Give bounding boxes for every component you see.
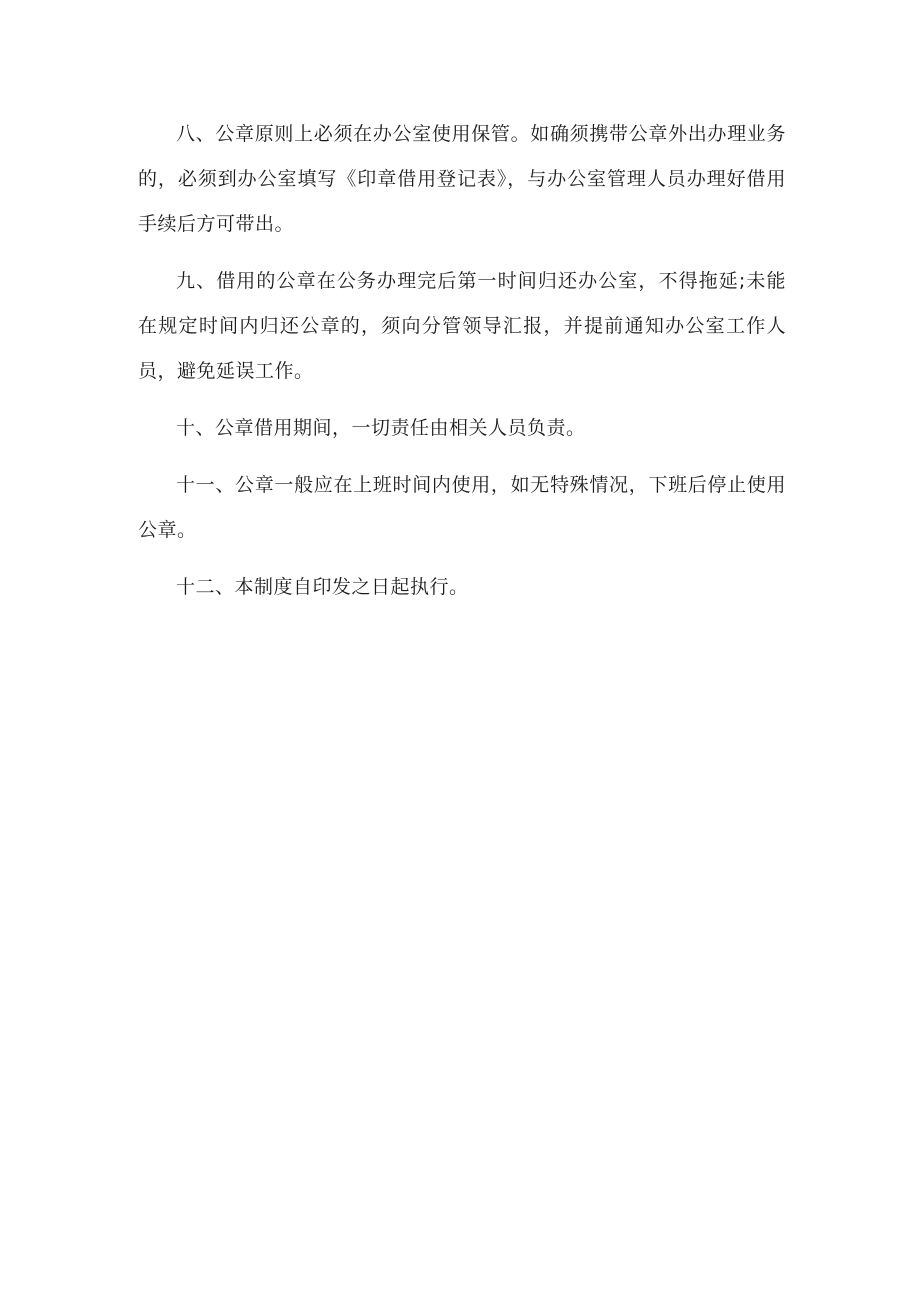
paragraph-12: 十二、本制度自印发之日起执行。 [176, 576, 469, 598]
paragraph-11: 十一、公章一般应在上班时间内使用，如无特殊情况，下班后停止使用公章。 [138, 474, 786, 541]
paragraph-8: 八、公章原则上必须在办公室使用保管。如确须携带公章外出办理业务的，必须到办公室填写《印章借用登记表》，与办公室管理人员办理好借用手续后方可带出。 [138, 123, 786, 235]
document-body [138, 112, 786, 610]
paragraph-10: 十、公章借用期间，一切责任由相关人员负责。 [176, 417, 586, 439]
paragraph-9: 九、借用的公章在公务办理完后第一时间归还办公室，不得拖延;未能在规定时间内归还公章的，须向分管领导汇报，并提前通知办公室工作人员，避免延误工作。 [138, 270, 786, 382]
